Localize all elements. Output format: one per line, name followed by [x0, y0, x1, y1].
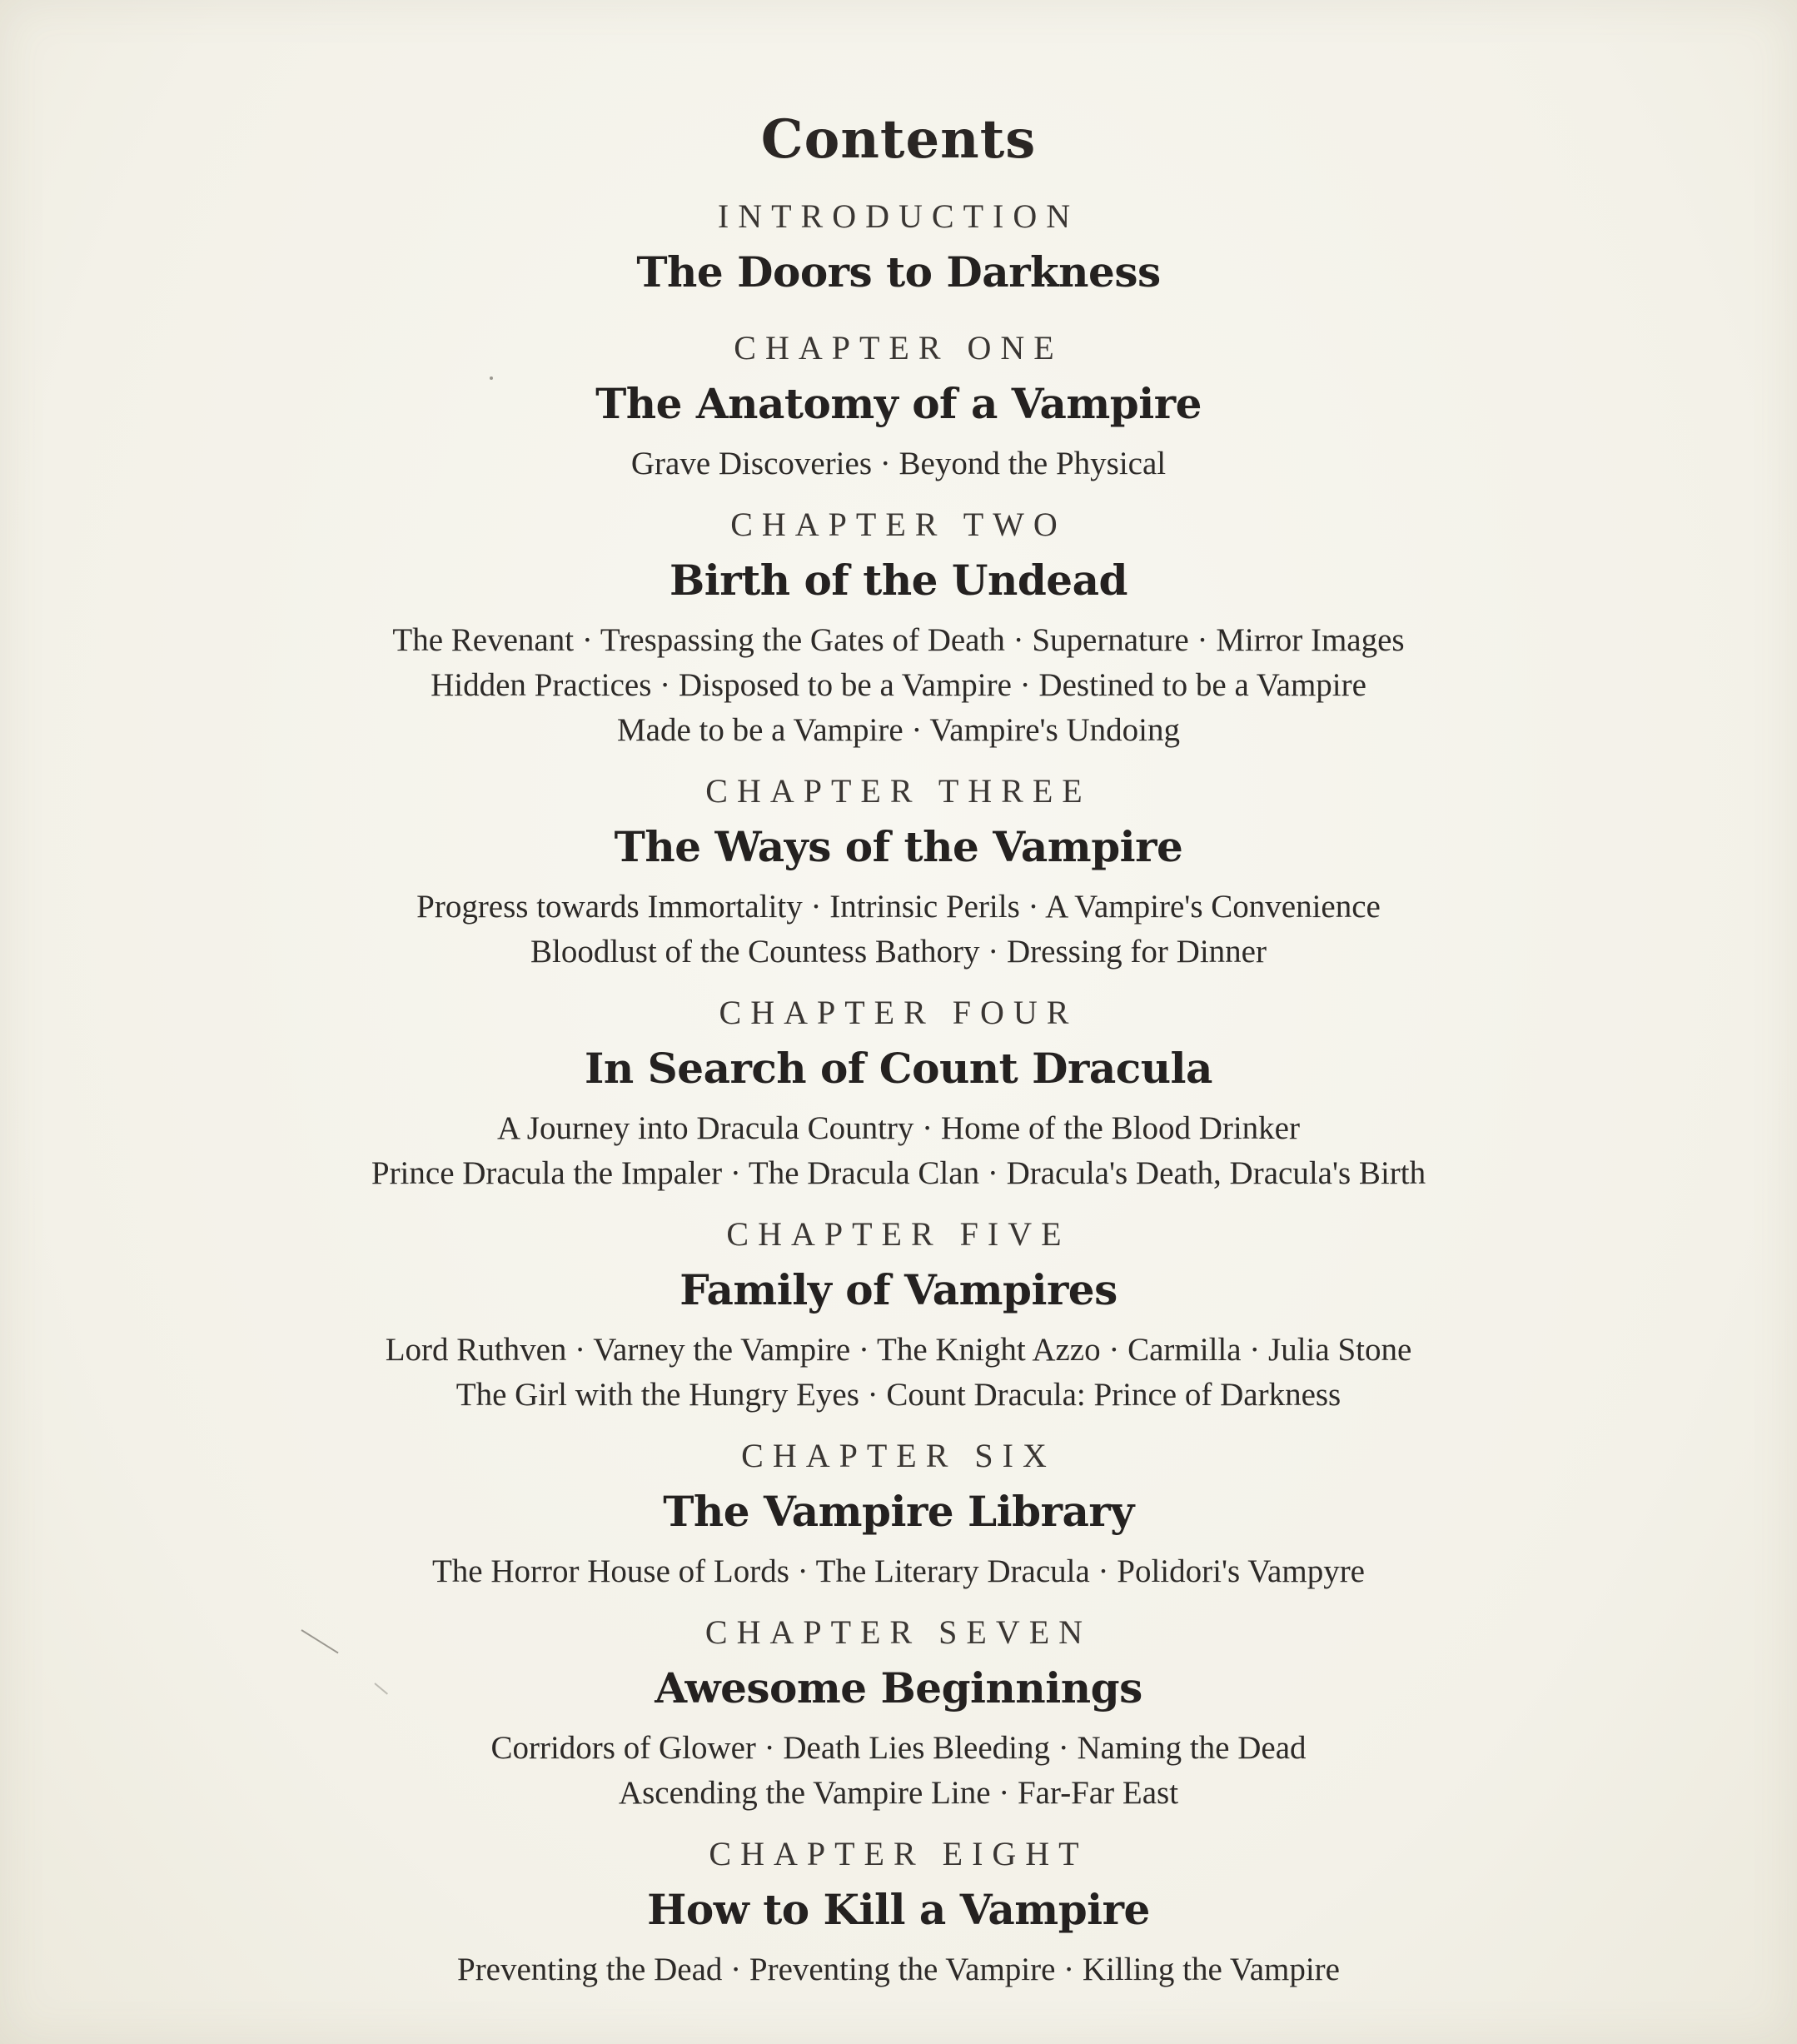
- chapter-subsections: Made to be a Vampire · Vampire's Undoing: [616, 712, 1181, 748]
- chapter-subsections: A Journey into Dracula Country · Home of the Blood Drinker: [497, 1110, 1300, 1146]
- chapter-subsections: Ascending the Vampire Line · Far-Far East: [618, 1775, 1179, 1811]
- chapter-subsections: Preventing the Dead · Preventing the Vampire · Killing the Vampire: [457, 1952, 1340, 1987]
- chapter-subsections: The Girl with the Hungry Eyes · Count Dracula: Prince of Darkness: [455, 1377, 1342, 1413]
- page-title: Contents: [760, 108, 1037, 171]
- chapter-five: [0, 1211, 1797, 1418]
- chapter-subsections: Corridors of Glower · Death Lies Bleeding · Naming the Dead: [490, 1730, 1307, 1766]
- chapter-six: [0, 1433, 1797, 1594]
- chapter-heading: In Search of Count Dracula: [585, 1044, 1212, 1093]
- intro-label: INTRODUCTION: [717, 197, 1080, 235]
- chapter-heading: The Anatomy of a Vampire: [595, 379, 1202, 428]
- chapter-four: [0, 990, 1797, 1196]
- chapter-eight: [0, 1831, 1797, 1992]
- chapter-heading: How to Kill a Vampire: [647, 1885, 1150, 1934]
- chapter-subsections: Bloodlust of the Countess Bathory · Dressing for Dinner: [530, 934, 1267, 970]
- chapter-label: CHAPTER THREE: [705, 772, 1092, 810]
- chapter-label: CHAPTER SIX: [741, 1437, 1056, 1474]
- chapter-subsections: Hidden Practices · Disposed to be a Vampire · Destined to be a Vampire: [431, 667, 1366, 703]
- chapter-label: CHAPTER FOUR: [719, 994, 1078, 1031]
- chapter-label: CHAPTER ONE: [734, 329, 1063, 366]
- chapter-subsections: The Horror House of Lords · The Literary Dracula · Polidori's Vampyre: [431, 1553, 1365, 1589]
- chapter-heading: Birth of the Undead: [670, 556, 1127, 605]
- chapter-label: CHAPTER TWO: [730, 506, 1067, 543]
- chapter-subsections: Lord Ruthven · Varney the Vampire · The Knight Azzo · Carmilla · Julia Stone: [385, 1332, 1412, 1368]
- intro-heading: The Doors to Darkness: [636, 247, 1161, 297]
- chapter-subsections: The Revenant · Trespassing the Gates of Death · Supernature · Mirror Images: [392, 622, 1405, 658]
- chapter-label: CHAPTER FIVE: [726, 1215, 1071, 1253]
- chapter-subsections: Progress towards Immortality · Intrinsic Perils · A Vampire's Convenience: [416, 889, 1381, 925]
- contents-list: [0, 98, 1797, 1992]
- chapter-label: CHAPTER EIGHT: [709, 1835, 1088, 1872]
- chapter-heading: Awesome Beginnings: [655, 1663, 1142, 1712]
- chapter-label: CHAPTER SEVEN: [704, 1613, 1093, 1651]
- chapter-subsections: Prince Dracula the Impaler · The Dracula Clan · Dracula's Death, Dracula's Birth: [371, 1155, 1426, 1191]
- chapter-two: [0, 501, 1797, 753]
- chapter-heading: The Vampire Library: [663, 1487, 1134, 1536]
- chapter-one: [0, 325, 1797, 486]
- chapter-heading: Family of Vampires: [679, 1265, 1118, 1314]
- chapter-three: [0, 768, 1797, 975]
- chapter-heading: The Ways of the Vampire: [614, 822, 1183, 871]
- intro-section: [0, 193, 1797, 305]
- chapter-subsections: Grave Discoveries · Beyond the Physical: [630, 446, 1167, 481]
- chapter-seven: [0, 1609, 1797, 1816]
